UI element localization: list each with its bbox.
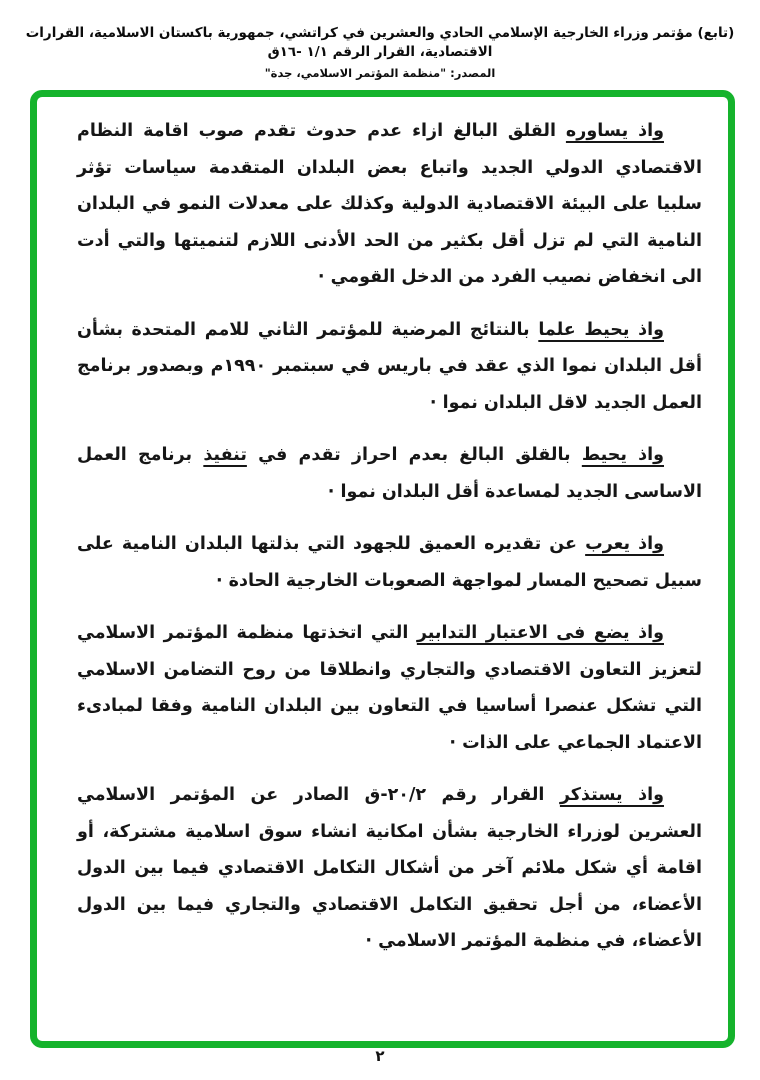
header-caption: (تابع) مؤتمر وزراء الخارجية الإسلامي الحادي والعشرين في كراتشي، جمهورية باكستان الاسلامية، القرارات الاقتصادية، القرار الرقم ١/١ -١٦ق <box>25 25 735 60</box>
paragraph-1 <box>77 113 702 296</box>
paragraph-2-tail: بالنتائج المرضية للمؤتمر الثاني للامم المتحدة بشأن أقل البلدان نموا الذي عقد في باريس في سبتمبر ١٩٩٠م وبصدور برنامج العمل الجديد لاقل البلدان نموا · <box>77 319 703 413</box>
paragraph-2 <box>77 312 702 422</box>
paragraph-3-lead: واذ يحيط <box>581 445 664 465</box>
paragraph-3-emphasis: تنفيذ <box>203 445 247 465</box>
paragraph-3 <box>77 437 702 510</box>
green-border-frame <box>30 90 735 1048</box>
paragraph-1-tail: القلق البالغ ازاء عدم حدوث تقدم صوب اقامة النظام الاقتصادي الدولي الجديد واتباع بعض البلدان المتقدمة سياسات تؤثر سلبيا على البيئة الاقتصادية الدولية وكذلك على معدلات النمو في البلدان النامية التي لم تزل أقل بكثير من الحد الأدنى اللازم لتنميتها والتي أدت الى انخفاض نصيب الفرد من الدخل القومي · <box>77 121 702 287</box>
paragraph-2-lead: واذ يحيط علما <box>538 319 664 340</box>
paragraph-4-lead: واذ يعرب <box>585 534 665 554</box>
paragraph-1-lead: واذ يساوره <box>565 121 664 141</box>
header-source: المصدر: "منظمة المؤتمر الاسلامي، جدة" <box>264 66 496 80</box>
document-body <box>37 97 728 1041</box>
paragraph-3-tail: برنامج العمل الاساسى الجديد لمساعدة أقل البلدان نموا · <box>77 445 702 502</box>
paragraph-4-tail: عن تقديره العميق للجهود التي بذلتها البلدان النامية على سبيل تصحيح المسار لمواجهة الصعوبات الخارجية الحادة · <box>77 534 702 591</box>
page-number: ٢ <box>375 1047 385 1065</box>
paragraph-6-lead: واذ يستذكر <box>559 785 664 805</box>
document-header <box>8 24 752 81</box>
paragraph-5-lead: واذ يضع فى الاعتبار التدابير <box>416 623 664 643</box>
paragraph-5 <box>77 615 702 761</box>
paragraph-6-tail: القرار رقم ٢٠/٢-ق الصادر عن المؤتمر الاسلامي العشرين لوزراء الخارجية بشأن امكانية انشاء سوق اسلامية مشتركة، أو اقامة أي شكل ملائم آخر من أشكال التكامل الاقتصادي فيما بين الدول الأعضاء، من أجل تحقيق التكامل الاقتصادي والتجاري فيما بين الدول الأعضاء، في منظمة المؤتمر الاسلامي · <box>77 785 702 951</box>
paragraph-5-tail: التي اتخذتها منظمة المؤتمر الاسلامي لتعزيز التعاون الاقتصادي والتجاري وانطلاقا من روح التضامن الاسلامي التي تشكل عنصرا أساسيا في التعاون بين البلدان النامية وفقا لمبادىء الاعتماد الجماعي على الذات · <box>77 623 702 753</box>
paragraph-3-mid: بالقلق البالغ بعدم احراز تقدم في <box>246 445 582 465</box>
paragraph-4 <box>77 526 702 599</box>
paragraph-6 <box>77 777 702 960</box>
